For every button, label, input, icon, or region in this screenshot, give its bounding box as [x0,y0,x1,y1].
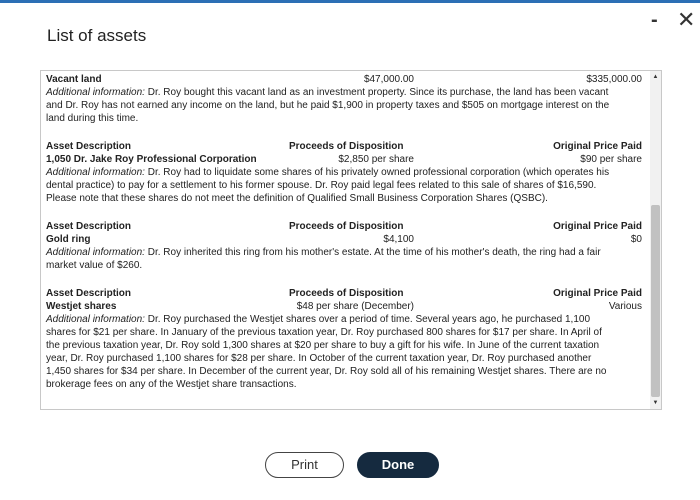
scroll-up-icon[interactable]: ▲ [652,74,659,80]
scroll-down-icon[interactable]: ▼ [652,400,659,406]
info-line: Dr. Roy bought this vacant land as an investment property. Since its purchase, the land has been vacant [147,87,609,98]
asset-header-row [46,140,642,153]
info-line: Dr. Roy had to liquidate some shares of his privately owned professional corporation (which operates his [147,167,610,178]
info-line: and Dr. Roy has not earned any income on the land, but he paid $1,900 in property taxes and $505 on mortgage interest on the [46,100,610,111]
info-line: the previous taxation year, Dr. Roy sold 1,300 shares at $20 per share to buy a gift for his wife. In June of the current taxation [46,340,600,351]
asset-name: Westjet shares [46,301,117,312]
header-asset-description: Asset Description [46,141,132,152]
minimize-icon[interactable]: - [651,9,658,31]
info-line: Dr. Roy purchased the Westjet shares over a period of time. Several years ago, he purchased 1,100 [147,314,591,325]
asset-proceeds: $47,000.00 [363,74,414,85]
info-line: dental practice) to pay for a settlement to his former spouse. Dr. Roy paid legal fees related to this sale of shares of $16,590. [46,180,597,191]
asset-row-vacant-land [46,73,642,86]
asset-original-price: $0 [630,234,642,245]
asset-original-price: $90 per share [580,154,642,165]
info-label: Additional information: [46,247,145,258]
info-line: Dr. Roy inherited this ring from his mother's estate. At the time of his mother's death, the ring had a fair [147,247,601,258]
header-proceeds: Proceeds of Disposition [289,221,404,232]
info-line: brokerage fees on any of the Westjet share transactions. [46,379,297,390]
dialog-title: List of assets [47,26,147,45]
asset-row-gold-ring [46,233,642,246]
asset-original-price: Various [608,301,642,312]
done-button[interactable]: Done [357,452,439,478]
asset-info [46,86,642,125]
asset-original-price: $335,000.00 [586,74,642,85]
info-label: Additional information: [46,87,145,98]
asset-info [46,166,642,205]
asset-proceeds: $2,850 per share [338,154,414,165]
asset-name: 1,050 Dr. Jake Roy Professional Corporation [46,154,257,165]
scroll-thumb[interactable] [651,205,660,397]
asset-info [46,246,642,272]
header-proceeds: Proceeds of Disposition [289,288,404,299]
header-asset-description: Asset Description [46,221,132,232]
header-original-price: Original Price Paid [553,288,642,299]
close-icon[interactable]: ✕ [677,7,696,32]
info-label: Additional information: [46,167,145,178]
info-line: market value of $260. [46,260,143,271]
vertical-scrollbar[interactable] [650,71,661,409]
asset-header-row [46,220,642,233]
assets-scroll-panel[interactable] [40,70,662,410]
print-button[interactable]: Print [265,452,344,478]
assets-list [46,73,642,391]
info-line: Please note that these shares do not meet the definition of Qualified Small Business Corporation Shares (QSBC). [46,193,548,204]
asset-info [46,313,642,391]
header-original-price: Original Price Paid [553,221,642,232]
info-line: year, Dr. Roy purchased 1,100 shares for $28 per share. In October of the current taxation year, Dr. Roy purchased another [46,353,592,364]
asset-name: Vacant land [46,74,102,85]
info-line: shares for $21 per share. In January of the previous taxation year, Dr. Roy purchased 800 shares for $17 per share. In April of [46,327,602,338]
info-label: Additional information: [46,314,145,325]
asset-proceeds: $4,100 [383,234,414,245]
asset-proceeds: $48 per share (December) [296,301,414,312]
asset-row-westjet-shares [46,300,642,313]
asset-header-row [46,287,642,300]
info-line: 1,450 shares for $34 per share. In December of the current year, Dr. Roy sold all of his remaining Westjet shares. There are no [46,366,607,377]
asset-name: Gold ring [46,234,91,245]
top-accent-bar [0,0,700,3]
header-asset-description: Asset Description [46,288,132,299]
header-proceeds: Proceeds of Disposition [289,141,404,152]
header-original-price: Original Price Paid [553,141,642,152]
asset-row-corporation-shares [46,153,642,166]
info-line: land during this time. [46,113,139,124]
